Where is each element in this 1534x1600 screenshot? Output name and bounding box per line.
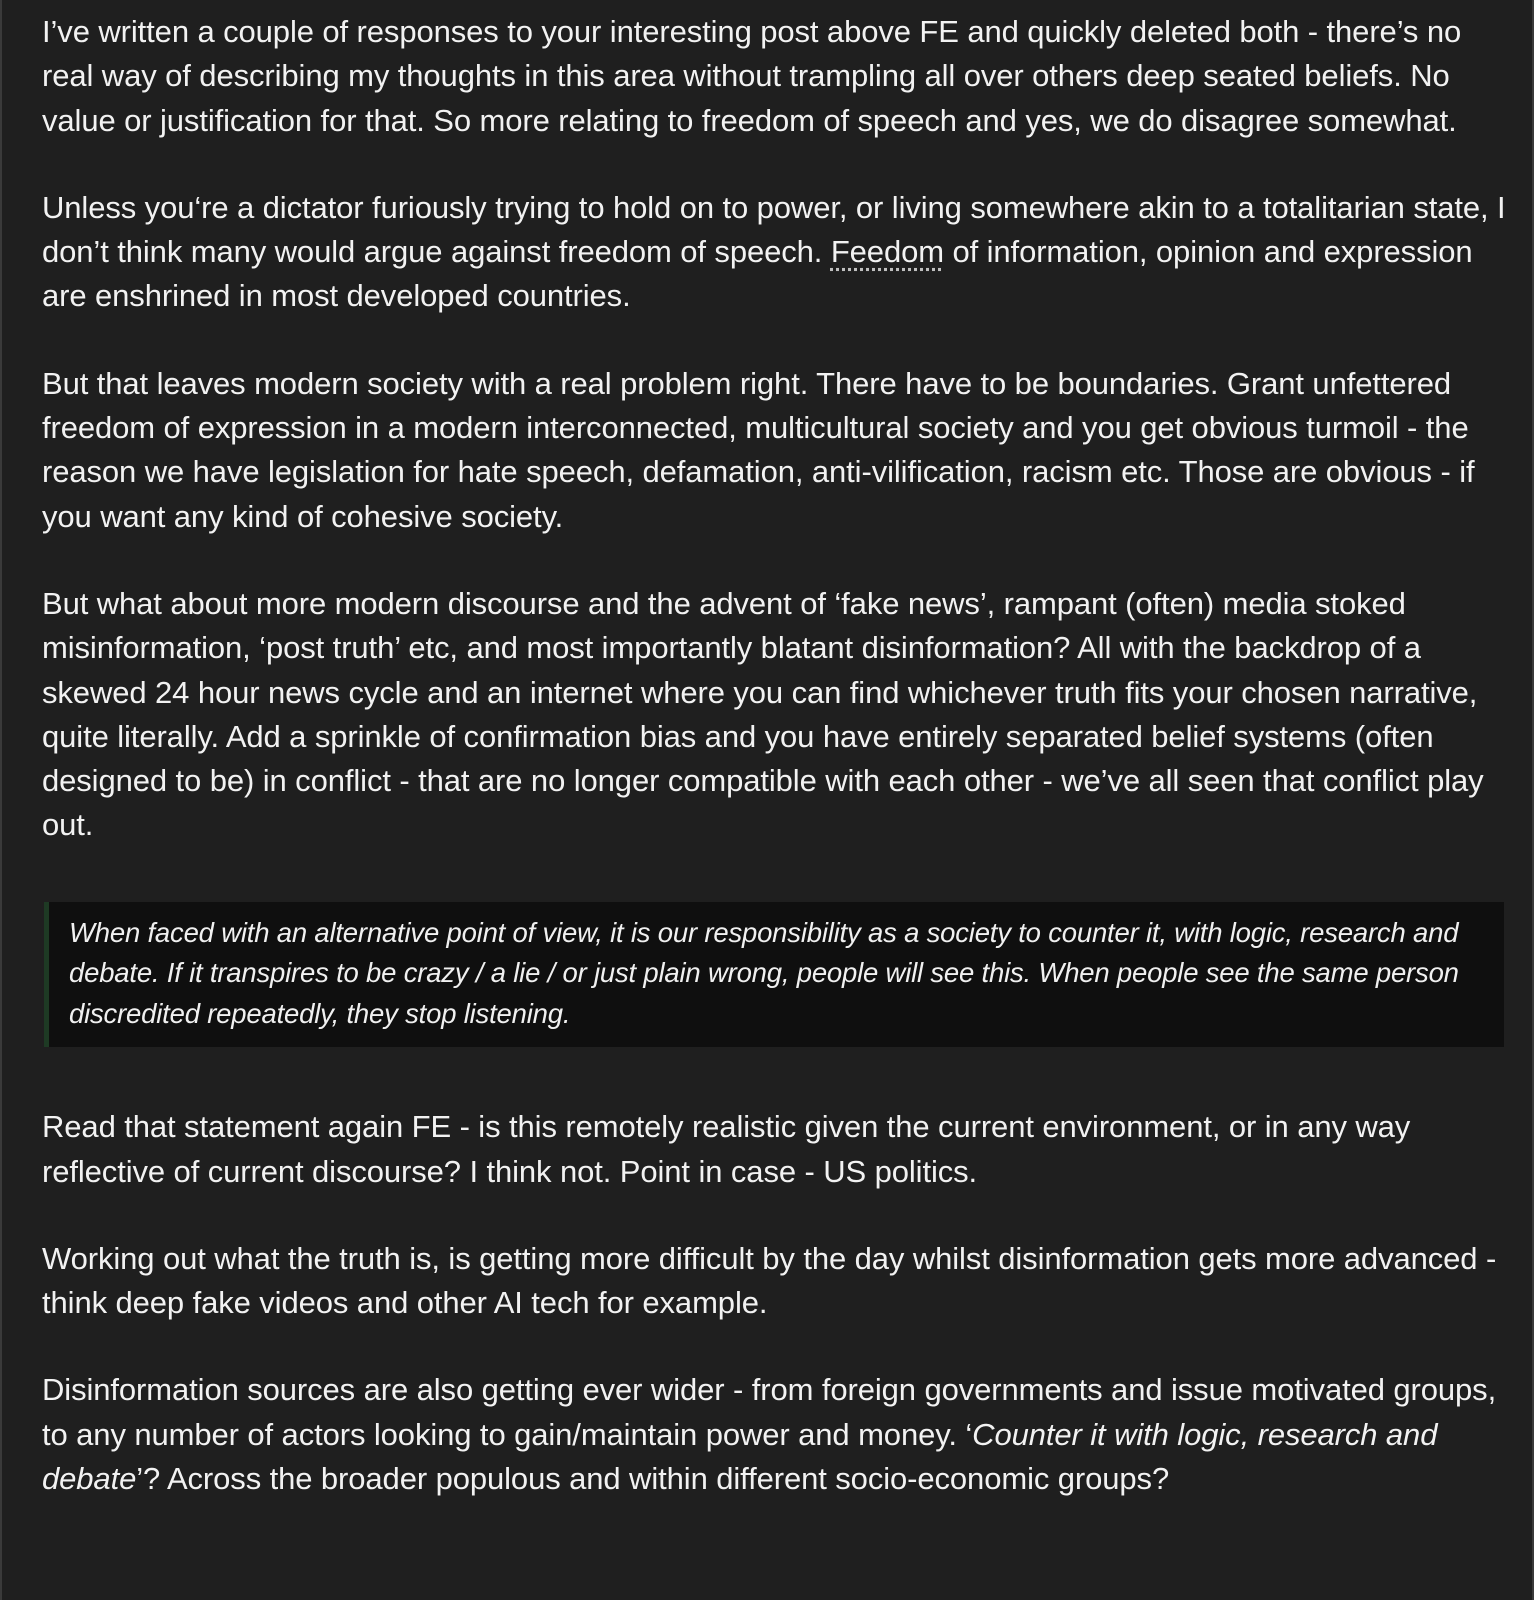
- paragraph-4: But what about more modern discourse and the advent of ‘fake news’, rampant (often) media stoked misinformation, ‘post truth’ etc, and most importantly blatant disinformation? All with the backdrop of a skewed 24 hour news cycle and an internet where you can find whichever truth fits your chosen narrative, quite literally. Add a sprinkle of confirmation bias and you have entirely separated belief systems (often designed to be) in conflict - that are no longer compatible with each other - we’ve all seen that conflict play out.: [42, 585, 1484, 843]
- paragraph-7: [42, 1368, 1512, 1501]
- blockquote-text: When faced with an alternative point of view, it is our responsibility as a society to counter it, with logic, research and debate. If it transpires to be crazy / a lie / or just plain wrong, people will see this. When people see the same person discredited repeatedly, they stop listening.: [69, 916, 1459, 1029]
- blockquote: [44, 902, 1504, 1048]
- post-body: [42, 10, 1512, 1501]
- paragraph-2: [42, 186, 1512, 319]
- left-edge-divider: [0, 0, 2, 1600]
- paragraph-7-text-a: Disinformation sources are also getting ever wider - from foreign governments and issue motivated groups, to any number of actors looking to gain/maintain power and money. ‘: [42, 1372, 1497, 1452]
- paragraph-7-text-b: ’? Across the broader populous and within different socio-economic groups?: [136, 1461, 1170, 1497]
- paragraph-6: Working out what the truth is, is getting more difficult by the day whilst disinformation gets more advanced - think deep fake videos and other AI tech for example.: [42, 1240, 1497, 1321]
- paragraph-3: But that leaves modern society with a real problem right. There have to be boundaries. Grant unfettered freedom of expression in a modern interconnected, multicultural society and you get obvious turmoil - the reason we have legislation for hate speech, defamation, anti-vilification, racism etc. Those are obvious - if you want any kind of cohesive society.: [42, 365, 1475, 534]
- spellcheck-underlined-word[interactable]: Feedom: [830, 234, 944, 270]
- paragraph-2-text-a: Unless you‘re a dictator furiously trying to hold on to power, or living somewhere akin to a totalitarian state, I don’t think many would argue against freedom of speech.: [42, 189, 1506, 270]
- paragraph-7-italic-quote: Counter it with logic, research and debate: [42, 1416, 1438, 1497]
- paragraph-2-text-b: of information, opinion and expression are enshrined in most developed countries.: [42, 234, 1473, 314]
- paragraph-5: Read that statement again FE - is this remotely realistic given the current environment, or in any way reflective of current discourse? I think not. Point in case - US politics.: [42, 1109, 1411, 1189]
- paragraph-1: I’ve written a couple of responses to your interesting post above FE and quickly deleted both - there’s no real way of describing my thoughts in this area without trampling all over others deep seated beliefs. No value or justification for that. So more relating to freedom of speech and yes, we do disagree somewhat.: [42, 14, 1462, 138]
